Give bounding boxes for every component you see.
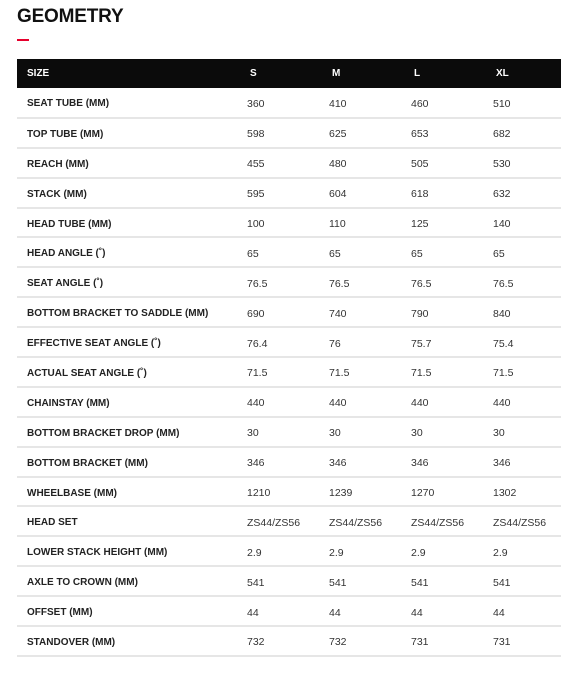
row-label: WHEELBASE (MM) [17, 477, 240, 507]
cell-l: ZS44/ZS56 [404, 506, 486, 536]
cell-xl: 140 [486, 208, 561, 238]
cell-m: 604 [322, 178, 404, 208]
cell-l: 30 [404, 417, 486, 447]
table-row [17, 417, 561, 447]
cell-m: 480 [322, 148, 404, 178]
row-label: SEAT ANGLE (˚) [17, 267, 240, 297]
cell-m: 440 [322, 387, 404, 417]
cell-xl: 75.4 [486, 327, 561, 357]
cell-l: 65 [404, 237, 486, 267]
row-label: CHAINSTAY (MM) [17, 387, 240, 417]
cell-l: 653 [404, 118, 486, 148]
cell-s: 360 [240, 88, 322, 118]
cell-xl: ZS44/ZS56 [486, 506, 561, 536]
cell-xl: 2.9 [486, 536, 561, 566]
table-row [17, 178, 561, 208]
cell-m: ZS44/ZS56 [322, 506, 404, 536]
table-body [17, 88, 561, 656]
geometry-table [17, 59, 561, 657]
header-l: L [414, 68, 421, 79]
row-label: HEAD ANGLE (˚) [17, 237, 240, 267]
cell-l: 71.5 [404, 357, 486, 387]
header-s: S [250, 68, 257, 79]
cell-l: 76.5 [404, 267, 486, 297]
title-accent-bar [17, 39, 29, 41]
table-header [17, 59, 561, 88]
table-row [17, 447, 561, 477]
header-row [17, 59, 561, 88]
cell-l: 790 [404, 297, 486, 327]
row-label: TOP TUBE (MM) [17, 118, 240, 148]
cell-m: 44 [322, 596, 404, 626]
cell-m: 410 [322, 88, 404, 118]
cell-xl: 840 [486, 297, 561, 327]
cell-s: 44 [240, 596, 322, 626]
cell-s: 30 [240, 417, 322, 447]
header-size: SIZE [27, 68, 50, 79]
table-row [17, 506, 561, 536]
cell-xl: 530 [486, 148, 561, 178]
cell-xl: 1302 [486, 477, 561, 507]
row-label: STANDOVER (MM) [17, 626, 240, 656]
cell-s: 595 [240, 178, 322, 208]
cell-m: 732 [322, 626, 404, 656]
row-label: ACTUAL SEAT ANGLE (˚) [17, 357, 240, 387]
cell-s: 76.5 [240, 267, 322, 297]
cell-m: 346 [322, 447, 404, 477]
cell-m: 76 [322, 327, 404, 357]
cell-xl: 440 [486, 387, 561, 417]
cell-l: 75.7 [404, 327, 486, 357]
cell-xl: 30 [486, 417, 561, 447]
cell-s: 346 [240, 447, 322, 477]
cell-xl: 76.5 [486, 267, 561, 297]
row-label: BOTTOM BRACKET (MM) [17, 447, 240, 477]
table-row [17, 357, 561, 387]
row-label: LOWER STACK HEIGHT (MM) [17, 536, 240, 566]
cell-m: 625 [322, 118, 404, 148]
cell-xl: 541 [486, 566, 561, 596]
cell-m: 30 [322, 417, 404, 447]
row-label: HEAD TUBE (MM) [17, 208, 240, 238]
cell-xl: 510 [486, 88, 561, 118]
cell-s: 100 [240, 208, 322, 238]
table-row [17, 387, 561, 417]
cell-l: 731 [404, 626, 486, 656]
table-row [17, 566, 561, 596]
table-row [17, 327, 561, 357]
cell-m: 76.5 [322, 267, 404, 297]
page-title: GEOMETRY [17, 6, 124, 27]
cell-m: 2.9 [322, 536, 404, 566]
cell-s: 690 [240, 297, 322, 327]
cell-xl: 71.5 [486, 357, 561, 387]
cell-s: 71.5 [240, 357, 322, 387]
cell-xl: 346 [486, 447, 561, 477]
table-row [17, 626, 561, 656]
cell-m: 740 [322, 297, 404, 327]
row-label: OFFSET (MM) [17, 596, 240, 626]
cell-s: 1210 [240, 477, 322, 507]
cell-l: 44 [404, 596, 486, 626]
row-label: AXLE TO CROWN (MM) [17, 566, 240, 596]
cell-xl: 731 [486, 626, 561, 656]
row-label: STACK (MM) [17, 178, 240, 208]
cell-s: 65 [240, 237, 322, 267]
row-label: REACH (MM) [17, 148, 240, 178]
cell-l: 346 [404, 447, 486, 477]
header-xl: XL [496, 68, 509, 79]
row-label: HEAD SET [17, 506, 240, 536]
cell-m: 65 [322, 237, 404, 267]
table-row [17, 118, 561, 148]
table-row [17, 596, 561, 626]
cell-s: 2.9 [240, 536, 322, 566]
row-label: EFFECTIVE SEAT ANGLE (˚) [17, 327, 240, 357]
cell-xl: 682 [486, 118, 561, 148]
cell-l: 2.9 [404, 536, 486, 566]
cell-xl: 44 [486, 596, 561, 626]
cell-l: 505 [404, 148, 486, 178]
row-label: BOTTOM BRACKET DROP (MM) [17, 417, 240, 447]
cell-m: 541 [322, 566, 404, 596]
cell-l: 460 [404, 88, 486, 118]
row-label: BOTTOM BRACKET TO SADDLE (MM) [17, 297, 240, 327]
cell-m: 1239 [322, 477, 404, 507]
cell-s: ZS44/ZS56 [240, 506, 322, 536]
table-row [17, 477, 561, 507]
table-row [17, 237, 561, 267]
table-row [17, 88, 561, 118]
cell-s: 440 [240, 387, 322, 417]
cell-xl: 632 [486, 178, 561, 208]
table-row [17, 536, 561, 566]
cell-xl: 65 [486, 237, 561, 267]
cell-l: 541 [404, 566, 486, 596]
cell-m: 110 [322, 208, 404, 238]
table-row [17, 297, 561, 327]
table-row [17, 208, 561, 238]
cell-s: 732 [240, 626, 322, 656]
cell-s: 541 [240, 566, 322, 596]
cell-l: 618 [404, 178, 486, 208]
cell-s: 455 [240, 148, 322, 178]
cell-s: 598 [240, 118, 322, 148]
table-row [17, 148, 561, 178]
cell-l: 440 [404, 387, 486, 417]
cell-l: 1270 [404, 477, 486, 507]
header-m: M [332, 68, 341, 79]
cell-m: 71.5 [322, 357, 404, 387]
cell-l: 125 [404, 208, 486, 238]
row-label: SEAT TUBE (MM) [17, 88, 240, 118]
cell-s: 76.4 [240, 327, 322, 357]
table-row [17, 267, 561, 297]
